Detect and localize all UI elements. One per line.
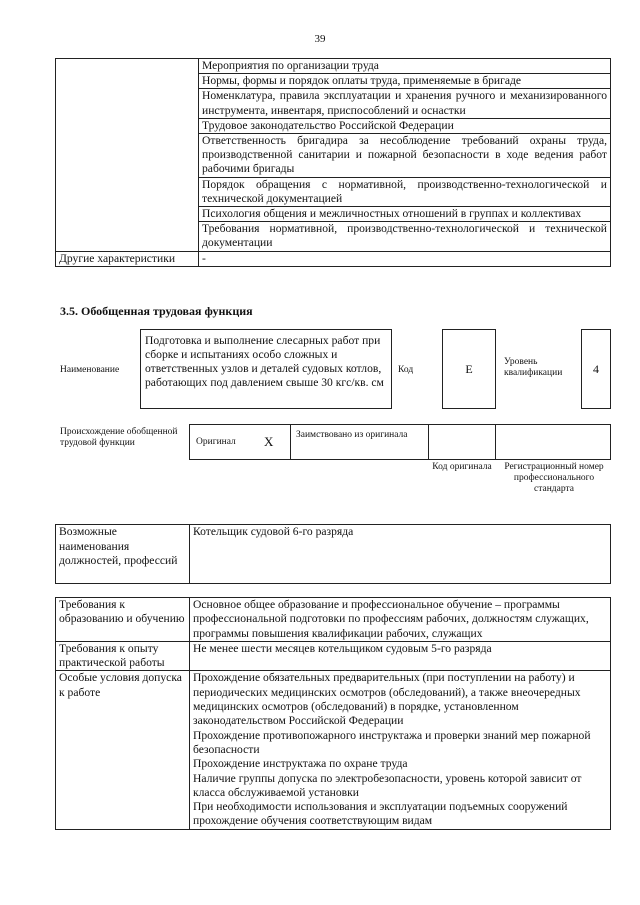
original-label: Оригинал — [196, 437, 236, 447]
table-row — [56, 251, 611, 266]
code-original-caption: Код оригинала — [432, 462, 492, 472]
registration-number-caption: Регистрационный номер профессионального стандарта — [504, 462, 604, 494]
knowledge-item: Порядок обращения с нормативной, производственно-технологической и технической документацией — [199, 177, 611, 206]
original-mark: X — [264, 434, 274, 449]
qualification-level-label: Уровень квалификации — [504, 357, 563, 378]
admission-line: Прохождение противопожарного инструктажа и проверки знаний мер пожарной безопасности — [193, 728, 591, 756]
admission-line: При необходимости использования и эксплуатации подъемных сооружений прохождение обучения соответствующим видам — [193, 800, 568, 828]
empty-label-cell — [56, 59, 199, 252]
admission-line: Прохождение обязательных предварительных (при поступлении на работу) и периодических медицинских осмотров (обследований), а также внеочередных медицинских осмотров (обследований) в порядке, установленном законодательством Российской Федерации — [193, 671, 581, 728]
original-code-cell — [428, 424, 496, 460]
code-value: E — [442, 329, 496, 409]
experience-label: Требования к опыту практической работы — [56, 641, 190, 671]
other-characteristics-label: Другие характеристики — [56, 251, 199, 266]
registration-number-cell — [495, 424, 611, 460]
table-row — [56, 59, 611, 74]
section-title: 3.5. Обобщенная трудовая функция — [60, 304, 253, 318]
knowledge-item: Мероприятия по организации труда — [199, 59, 611, 74]
admission-label: Особые условия допуска к работе — [56, 671, 190, 829]
knowledge-item: Номенклатура, правила эксплуатации и хранения ручного и механизированного инструмента, инвентаря, приспособлений и оснастки — [199, 89, 611, 118]
origin-label: Происхождение обобщенной трудовой функции — [60, 427, 178, 448]
knowledge-item: Трудовое законодательство Российской Федерации — [199, 118, 611, 133]
knowledge-table — [55, 58, 611, 267]
education-label: Требования к образованию и обучению — [56, 598, 190, 642]
borrowed-cell — [290, 424, 429, 460]
positions-table — [55, 524, 611, 584]
code-label: Код — [398, 365, 414, 375]
positions-label: Возможные наименования должностей, профессий — [56, 525, 190, 584]
admission-line: Прохождение инструктажа по охране труда — [193, 757, 408, 771]
requirements-table — [55, 597, 611, 830]
education-value: Основное общее образование и профессиональное обучение – программы профессиональной подготовки по профессиям рабочих, должностям служащих, программы повышения квалификации рабочих, служащих — [190, 598, 611, 642]
table-row — [56, 641, 611, 671]
admission-value — [190, 671, 611, 829]
qualification-level-value: 4 — [581, 329, 611, 409]
positions-value: Котельщик судовой 6-го разряда — [190, 525, 611, 584]
page-number: 39 — [314, 33, 326, 45]
table-row — [56, 671, 611, 829]
name-label: Наименование — [60, 365, 120, 375]
origin-row — [189, 424, 611, 460]
original-cell — [189, 424, 291, 460]
knowledge-item: Нормы, формы и порядок оплаты труда, применяемые в бригаде — [199, 74, 611, 89]
experience-value: Не менее шести месяцев котельщиком судовым 5-го разряда — [190, 641, 611, 671]
knowledge-item: Требования нормативной, производственно-технологической и технической документации — [199, 222, 611, 251]
other-characteristics-value: - — [199, 251, 611, 266]
table-row — [56, 525, 611, 584]
admission-line: Наличие группы допуска по электробезопасности, уровень которой зависит от класса обслуживаемой установки — [193, 771, 582, 799]
function-name-value: Подготовка и выполнение слесарных работ при сборке и испытаниях особо сложных и ответственных узлов и деталей судовых котлов, работающих под давлением свыше 30 кгс/кв. см — [140, 329, 392, 409]
knowledge-item: Психология общения и межличностных отношений в группах и коллективах — [199, 207, 611, 222]
table-row — [56, 598, 611, 642]
knowledge-item: Ответственность бригадира за несоблюдение требований охраны труда, производственной санитарии и пожарной безопасности в ходе ведения работ рабочими бригады — [199, 134, 611, 178]
borrowed-label: Заимствовано из оригинала — [296, 430, 408, 440]
